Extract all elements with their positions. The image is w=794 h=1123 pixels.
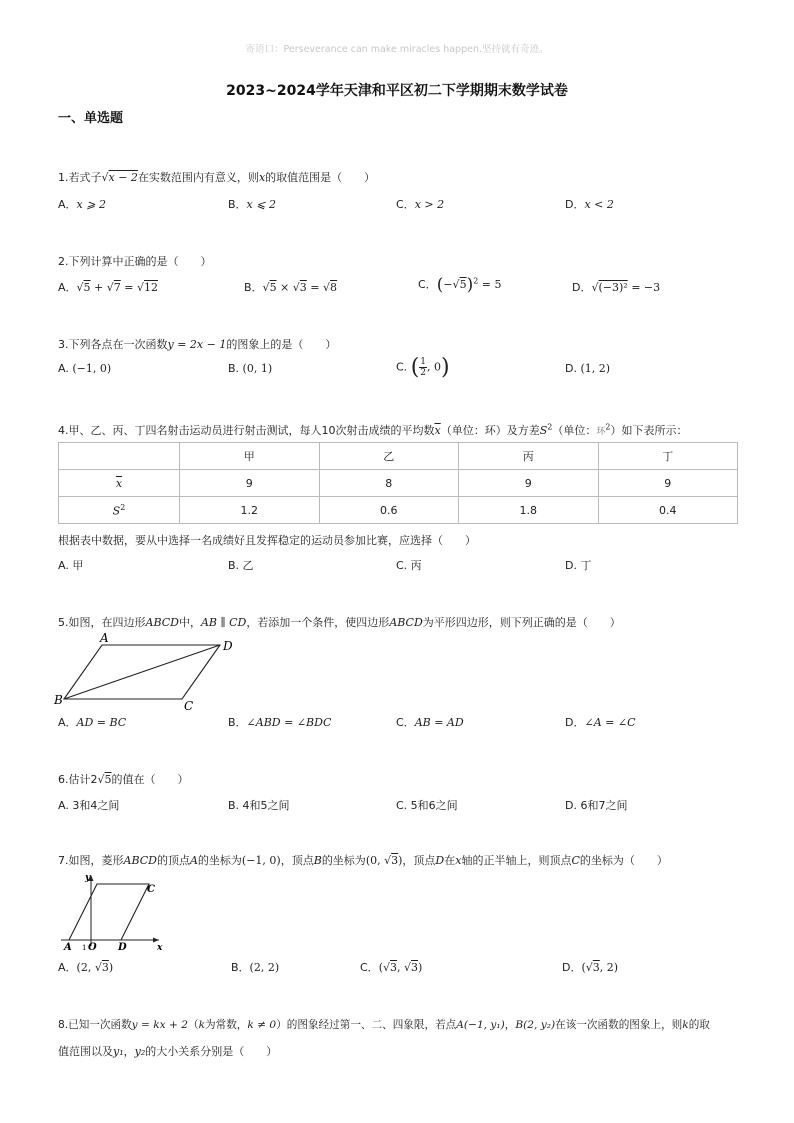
paren: ( (436, 275, 444, 295)
radicand: 3 (411, 961, 419, 974)
option-value: ( (581, 961, 586, 974)
table-cell (59, 443, 180, 470)
q7-stem-text: 的顶点 (156, 854, 190, 867)
parallel-condition: AB ∥ CD (200, 616, 247, 629)
option-label: C． (396, 198, 415, 211)
axis-name: x (455, 854, 462, 867)
option-label: B． (228, 198, 247, 211)
q7-stem-text: ，顶点 (402, 854, 436, 867)
table-cell: 0.4 (598, 497, 738, 524)
sqrt-symbol: √ (384, 854, 392, 867)
q4-stem-text: （单位： (552, 424, 597, 437)
option-value: , (397, 961, 404, 974)
point-name: B (313, 854, 322, 867)
q7-option-b[interactable] (231, 959, 279, 975)
q8-stem-text: 的取 (688, 1019, 710, 1031)
option-value: (2, (76, 961, 95, 974)
q1-stem-text: 的取值范围是（ ） (265, 171, 376, 184)
x-axis-label: x (157, 943, 163, 952)
q7-stem-text: 在 (444, 854, 456, 867)
q7-option-a[interactable] (58, 959, 113, 975)
option-label: D． (565, 716, 585, 729)
variable: y₂ (134, 1045, 146, 1058)
radicand: 3 (101, 961, 109, 974)
table-header-cell: 丁 (598, 443, 738, 470)
table-header-cell: 丙 (459, 443, 599, 470)
sqrt-symbol: √ (97, 773, 105, 786)
variable: k (682, 1019, 689, 1031)
q4-score-table (58, 442, 738, 524)
q3-stem-text: 3.下列各点在一次函数 (58, 338, 168, 351)
vertex-label-a: A (64, 942, 72, 952)
q3-stem-text: 的图象上的是（ ） (226, 338, 337, 351)
q5-option-b[interactable] (228, 714, 331, 730)
table-row-label (59, 497, 180, 524)
vertex-label-c: C (184, 699, 194, 712)
radicand: (−3)² (598, 281, 628, 294)
question-2-stem: 2.下列计算中正确的是（ ） (58, 255, 212, 268)
fraction (419, 357, 427, 378)
radicand: 12 (144, 281, 159, 294)
option-label: C． (418, 278, 437, 291)
option-value: (0, 1) (242, 362, 273, 375)
option-value: x < 2 (584, 198, 614, 211)
point-name: C (571, 854, 580, 867)
question-5-stem (58, 614, 621, 630)
vertex-label-d: D (118, 942, 127, 952)
operator: = (120, 281, 137, 294)
variable: k (198, 1019, 206, 1031)
table-cell: 0.6 (319, 497, 459, 524)
vertex-label-d: D (223, 639, 233, 653)
radicand: 5 (269, 281, 277, 294)
sqrt-symbol: √ (137, 281, 145, 294)
table-header-row (59, 443, 738, 470)
point-name: A (189, 854, 198, 867)
option-label: C． (360, 961, 379, 974)
q4-stem-text: （单位：环）及方差 (440, 424, 540, 437)
q7-stem-text: 的坐标为（ ） (579, 854, 668, 867)
operator: − (443, 278, 453, 291)
q4-follow-up: 根据表中数据，要从中选择一名成绩好且发挥稳定的运动员参加比赛，应选择（ ） (58, 534, 476, 547)
option-label: B. (228, 362, 240, 375)
option-label: A． (58, 716, 77, 729)
q3-option-a[interactable] (58, 362, 111, 375)
paren: ( (410, 355, 420, 380)
section-heading: 一、单选题 (58, 111, 124, 126)
table-header-cell: 甲 (180, 443, 320, 470)
coordinate: (0, (365, 854, 385, 867)
operator: = −3 (627, 281, 661, 294)
y-axis-label: y (85, 873, 91, 883)
operator: = 5 (478, 278, 502, 291)
coordinate: (−1, 0) (241, 854, 281, 867)
sqrt-symbol: √ (262, 281, 270, 294)
option-label: C． (396, 716, 415, 729)
rhombus-outline (69, 884, 149, 940)
q2-option-b[interactable] (244, 279, 337, 295)
radicand: 5 (104, 773, 112, 786)
option-label: B． (244, 281, 263, 294)
shape-name: ABCD (389, 616, 423, 629)
question-8-stem-line-2 (58, 1043, 277, 1059)
sqrt-symbol: √ (382, 961, 390, 974)
option-value: ∠A = ∠C (584, 716, 636, 729)
q5-quadrilateral-figure (50, 632, 250, 712)
option-label: A. (58, 362, 69, 375)
q2-option-c[interactable] (418, 275, 502, 295)
question-7-stem (58, 852, 668, 868)
q5-stem-text: 为平形四边形，则下列正确的是（ ） (422, 616, 621, 629)
q8-stem-text: ， (123, 1045, 135, 1058)
radicand: 5 (459, 278, 467, 291)
option-label: D. (565, 362, 577, 375)
q1-radicand: x − 2 (108, 171, 138, 184)
table-row-label (59, 470, 180, 497)
condition: k ≠ 0 (247, 1019, 277, 1031)
option-value: AB = AD (414, 716, 464, 729)
question-8-stem-line-1 (58, 1017, 710, 1032)
table-cell: 1.2 (180, 497, 320, 524)
point-name: D (435, 854, 445, 867)
sqrt-symbol: √ (94, 961, 102, 974)
unit-text: 环 (596, 427, 606, 437)
radicand: 3 (299, 281, 307, 294)
q8-stem-text: 为常数， (205, 1019, 248, 1031)
option-value: (1, 2) (580, 362, 611, 375)
question-6-stem (58, 771, 189, 787)
option-value: (−1, 0) (72, 362, 112, 375)
q8-stem-text: 值范围以及 (58, 1045, 113, 1058)
q7-option-d[interactable] (562, 959, 618, 975)
option-value: x ⩾ 2 (76, 198, 106, 211)
q6-stem-text: 的值在（ ） (111, 773, 189, 786)
q4-option-d[interactable]: D. 丁 (565, 559, 592, 572)
exponent: 2 (120, 502, 126, 512)
q3-option-d[interactable] (565, 362, 610, 375)
table-cell: 9 (459, 470, 599, 497)
q1-option-a[interactable] (58, 196, 106, 212)
q2-option-d[interactable] (572, 279, 660, 295)
watermark-motto: 寄语口：Perseverance can make miracles happen.坚持就有奇迹。 (245, 44, 549, 55)
sqrt-symbol: √ (404, 961, 412, 974)
q8-stem-text: 的大小关系分别是（ ） (145, 1045, 278, 1058)
q8-stem-text: 8.已知一次函数 (58, 1019, 132, 1031)
q4-option-b[interactable]: B. 乙 (228, 559, 254, 572)
q5-option-a[interactable] (58, 714, 126, 730)
q1-stem-text: 1.若式子 (58, 171, 102, 184)
option-label: B． (228, 716, 247, 729)
option-value: ) (418, 961, 423, 974)
option-value: , 0 (427, 360, 442, 374)
option-label: A． (58, 961, 77, 974)
q6-option-a[interactable]: A. 3和4之间 (58, 799, 120, 812)
q8-stem-text: ）的图象经过第一、二、四象限，若点 (276, 1019, 457, 1031)
table-row (59, 470, 738, 497)
operator: = (306, 281, 324, 294)
q1-variable: x (258, 171, 266, 184)
option-value: , 2) (599, 961, 619, 974)
q5-option-d[interactable] (565, 714, 636, 730)
q3-option-b[interactable] (228, 362, 272, 375)
q2-option-a[interactable] (58, 279, 158, 295)
point: B(2, y₂) (515, 1019, 556, 1031)
radicand: 3 (391, 854, 399, 867)
diagonal-bd (64, 645, 220, 699)
question-4-stem (58, 422, 687, 438)
radicand: 5 (83, 281, 91, 294)
q7-stem-text: ，顶点 (280, 854, 314, 867)
radicand: 3 (592, 961, 600, 974)
sqrt-symbol: √ (106, 281, 114, 294)
coordinate: ) (398, 854, 403, 867)
option-value: x > 2 (414, 198, 445, 211)
operator: × (276, 281, 293, 294)
shape-name: ABCD (145, 616, 179, 629)
q1-option-c[interactable] (396, 196, 444, 212)
option-value: (2, 2) (249, 961, 280, 974)
origin-label: O (88, 942, 97, 952)
option-label: B． (231, 961, 250, 974)
table-row (59, 497, 738, 524)
sqrt-symbol: √ (76, 281, 84, 294)
q7-option-c[interactable] (360, 959, 422, 975)
q1-option-b[interactable] (228, 196, 276, 212)
radicand: 7 (113, 281, 121, 294)
option-value: ( (378, 961, 383, 974)
sqrt-symbol: √ (585, 961, 593, 974)
q8-function: y = kx + 2 (131, 1019, 189, 1031)
q5-stem-text: 中， (178, 616, 201, 629)
q3-function: y = 2x − 1 (167, 338, 227, 351)
q8-stem-text: 在该一次函数的图象上，则 (555, 1019, 683, 1031)
page-title: 2023~2024学年天津和平区初二下学期期末数学试卷 (226, 83, 568, 99)
option-value: ∠ABD = ∠BDC (246, 716, 332, 729)
q5-option-c[interactable] (396, 714, 464, 730)
exponent: 2 (605, 422, 611, 432)
vertex-label-a: A (100, 632, 109, 645)
q4-stem-text: 4.甲、乙、丙、丁四名射击运动员进行射击测试，每人10次射击成绩的平均数 (58, 424, 435, 437)
paren: ) (466, 275, 474, 295)
variance-symbol: S (112, 504, 121, 518)
q7-stem-text: 的坐标为 (321, 854, 366, 867)
radicand: 3 (390, 961, 397, 974)
radicand: 8 (330, 281, 338, 294)
option-label: A． (58, 281, 77, 294)
q1-stem-text: 在实数范围内有意义，则 (137, 171, 259, 184)
sqrt-symbol: √ (452, 278, 460, 291)
mean-symbol: $\overline{x}$ (115, 476, 123, 490)
denominator: 2 (420, 368, 427, 378)
vertex-label-c: C (147, 884, 155, 895)
table-cell: 8 (319, 470, 459, 497)
option-value: ) (108, 961, 114, 974)
question-3-stem (58, 336, 336, 352)
q6-stem-text: 6.估计2 (58, 773, 98, 786)
option-label: C. (396, 360, 408, 374)
sqrt-symbol: √ (292, 281, 300, 294)
q6-option-b[interactable]: B. 4和5之间 (228, 799, 290, 812)
q8-stem-text: ， (504, 1019, 516, 1031)
paren: ) (441, 355, 450, 380)
q4-stem-text: ）如下表所示： (610, 424, 688, 437)
sqrt-symbol: √ (323, 281, 331, 294)
mean-symbol: $\overline{x}$ (434, 424, 441, 437)
q7-stem-text: 的坐标为 (197, 854, 242, 867)
variance-symbol: S (539, 424, 548, 437)
table-cell: 9 (180, 470, 320, 497)
operator: + (90, 281, 107, 294)
x-axis-arrow (153, 938, 159, 943)
q6-option-c[interactable]: C. 5和6之间 (396, 799, 458, 812)
point: A(−1, y₁) (456, 1019, 505, 1031)
exponent: 2 (473, 276, 479, 286)
q1-option-d[interactable] (565, 196, 614, 212)
table-cell: 1.8 (459, 497, 599, 524)
vertex-label-b: B (54, 693, 63, 707)
q5-stem-text: 5.如图，在四边形 (58, 616, 146, 629)
q7-rhombus-figure (55, 870, 175, 952)
table-cell: 9 (598, 470, 738, 497)
q4-option-c[interactable]: C. 丙 (396, 559, 422, 572)
option-label: D． (565, 198, 585, 211)
q7-stem-text: 7.如图，菱形 (58, 854, 124, 867)
sqrt-symbol: √ (591, 281, 599, 294)
q7-stem-text: 轴的正半轴上，则顶点 (461, 854, 572, 867)
tick-label: 1 (82, 944, 87, 952)
question-1-stem (58, 169, 375, 185)
option-label: D． (562, 961, 582, 974)
q5-stem-text: ，若添加一个条件，使四边形 (246, 616, 390, 629)
sqrt-symbol: √ (101, 171, 109, 184)
option-label: D． (572, 281, 592, 294)
q8-stem-text: （ (188, 1019, 199, 1031)
q3-option-c[interactable] (396, 355, 450, 380)
option-value: AD = BC (76, 716, 127, 729)
variable: y₁ (113, 1045, 124, 1058)
exponent: 2 (547, 422, 553, 432)
option-value: x ⩽ 2 (246, 198, 276, 211)
option-label: A． (58, 198, 77, 211)
shape-name: ABCD (123, 854, 157, 867)
q4-option-a[interactable]: A. 甲 (58, 559, 84, 572)
numerator: 1 (420, 357, 427, 367)
q6-option-d[interactable]: D. 6和7之间 (565, 799, 628, 812)
table-header-cell: 乙 (319, 443, 459, 470)
